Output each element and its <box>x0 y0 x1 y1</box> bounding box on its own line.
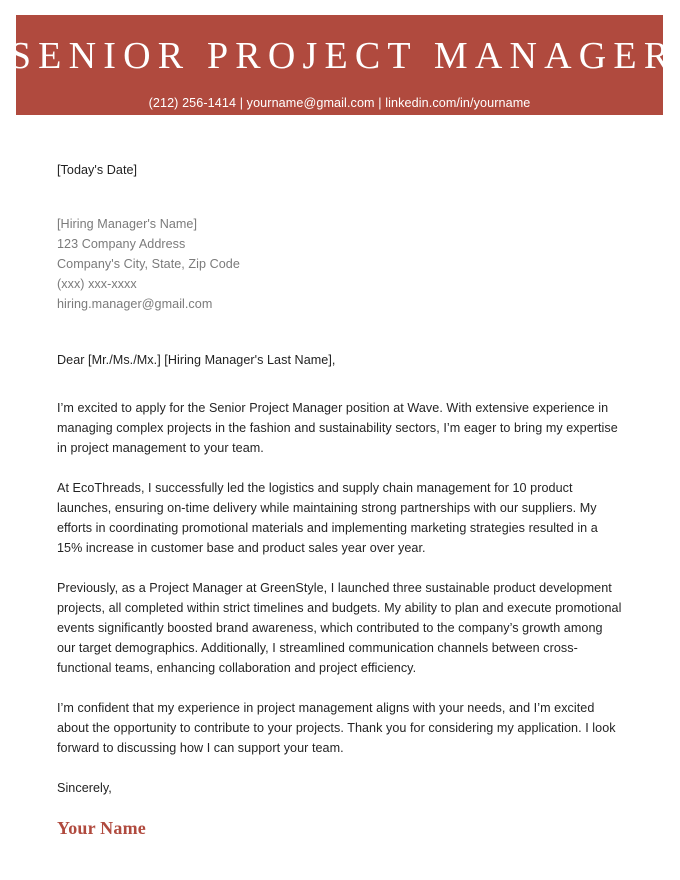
signature-name: Your Name <box>57 818 146 838</box>
recipient-name: [Hiring Manager's Name] <box>57 217 198 231</box>
letter-paragraph: I’m confident that my experience in project management aligns with your needs, and I’m excited about the opportunity to contribute to your projects. Thank you for considering my application. I look forward to discussing how I can support your team. <box>57 701 616 755</box>
contact-line: (212) 256-1414 | yourname@gmail.com | linkedin.com/in/yourname <box>148 96 531 110</box>
closing-salutation: Sincerely, <box>57 781 112 795</box>
recipient-street: 123 Company Address <box>57 237 186 251</box>
letter-date: [Today's Date] <box>57 163 138 177</box>
recipient-city-state-zip: Company's City, State, Zip Code <box>57 257 240 271</box>
letter-paragraph: I’m excited to apply for the Senior Project Manager position at Wave. With extensive experience in managing complex projects in the fashion and sustainability sectors, I’m eager to bring my expertise in project management to your team. <box>57 401 618 455</box>
letter-paragraph: At EcoThreads, I successfully led the logistics and supply chain management for 10 product launches, ensuring on-time delivery while maintaining strong partnerships with our suppliers. My efforts in coordinating promotional materials and implementing marketing strategies resulted in a 15% increase in customer base and product sales year over year. <box>57 481 598 555</box>
recipient-email: hiring.manager@gmail.com <box>57 297 213 311</box>
page-title: SENIOR PROJECT MANAGER <box>9 35 677 77</box>
recipient-address-block <box>57 214 623 314</box>
letter-body <box>57 160 623 839</box>
salutation: Dear [Mr./Ms./Mx.] [Hiring Manager's Last Name], <box>57 353 336 367</box>
recipient-phone: (xxx) xxx-xxxx <box>57 277 137 291</box>
header-banner <box>9 15 677 115</box>
letter-paragraph: Previously, as a Project Manager at GreenStyle, I launched three sustainable product development projects, all completed within strict timelines and budgets. My ability to plan and execute promotional events significantly boosted brand awareness, which contributed to the company’s growth among our target demographics. Additionally, I streamlined communication channels between cross-functional teams, enhancing collaboration and project efficiency. <box>57 581 622 675</box>
letter-paragraphs <box>57 398 623 758</box>
